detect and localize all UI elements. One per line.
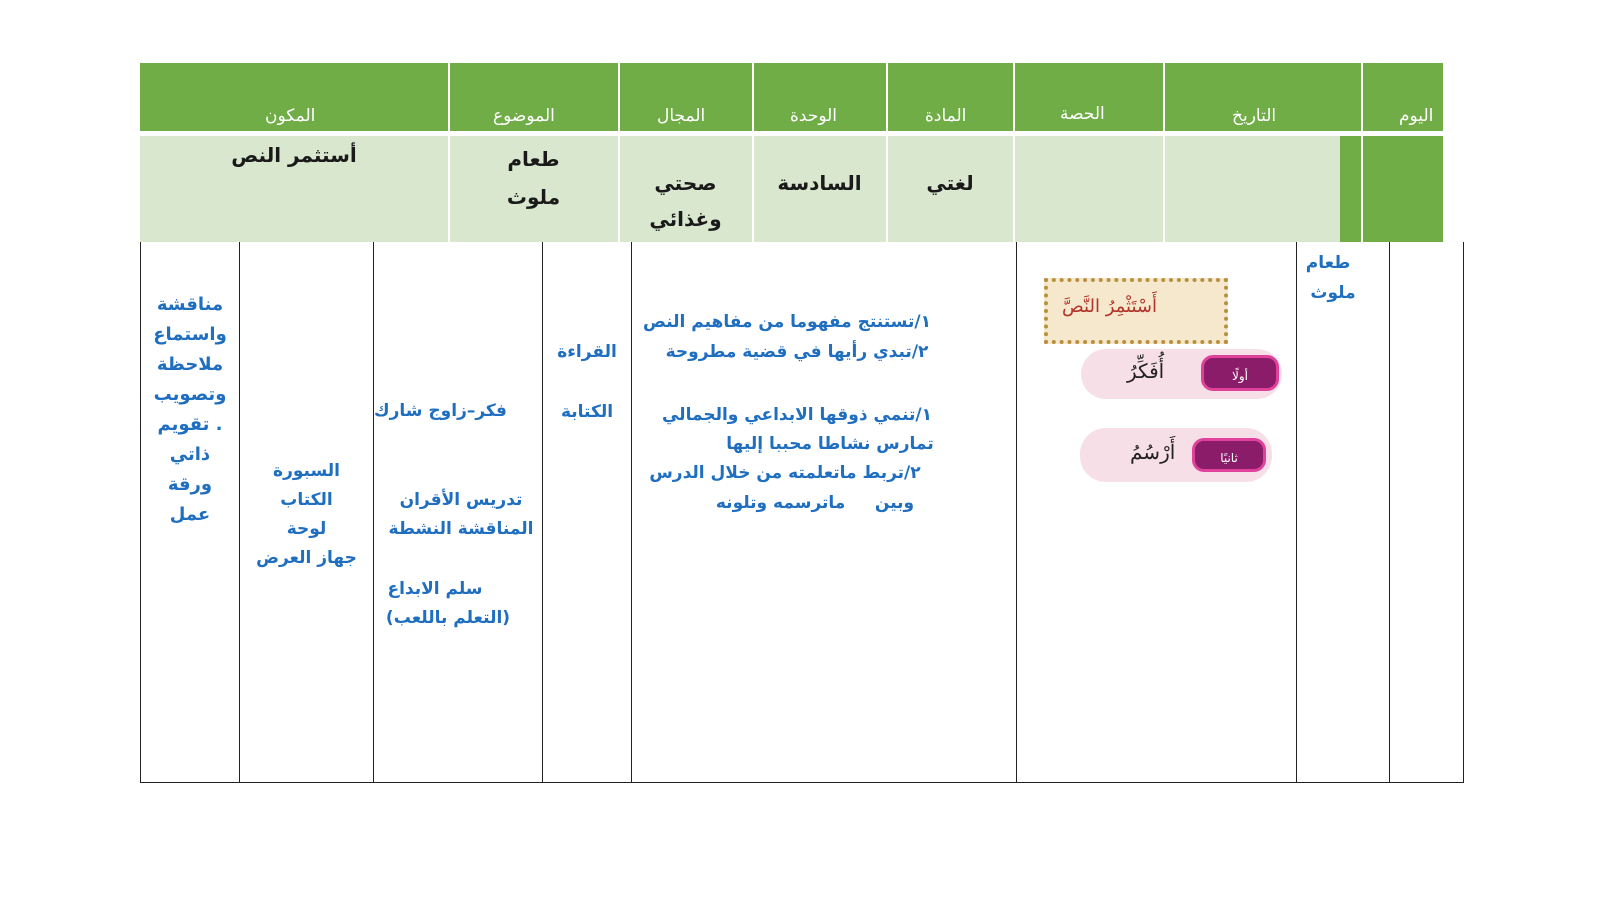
draw-sticker (1080, 428, 1272, 482)
strategy-learning-by-play: (التعلم باللعب) (385, 608, 511, 628)
assessment-8: عمل (169, 504, 211, 525)
objective-6: وبين ماترسمه وتلونه (715, 493, 915, 513)
resource-chart: لوحة (286, 519, 327, 539)
think-sticker (1081, 349, 1282, 399)
header-date-label: التاريخ (1232, 106, 1277, 126)
second-badge: ثانيًا (1192, 438, 1266, 472)
strategy-peer-teaching: تدريس الأقران (399, 490, 523, 510)
objective-1: ١/تستنتج مفهوما من مفاهيم النص (643, 312, 931, 332)
resource-projector: جهاز العرض (256, 548, 357, 568)
skill-writing: الكتابة (560, 402, 614, 422)
resource-board: السبورة (273, 461, 340, 481)
header-component-label: المكون (265, 106, 316, 126)
header-unit-label: الوحدة (790, 106, 838, 126)
unit-value: السادسة (777, 171, 862, 195)
assessment-2: واستماع (153, 324, 227, 345)
domain-value-line2: وغذائي (649, 207, 722, 231)
draw-label: أَرْسُمُ (1130, 440, 1176, 464)
assessment-7: ورقة (167, 474, 213, 495)
assessment-6: ذاتي (169, 444, 211, 465)
domain-value-line1: صحتي (654, 171, 717, 195)
invest-text-sticker (1044, 278, 1228, 344)
objective-2: ٢/تبدي رأيها في قضية مطروحة (665, 342, 929, 362)
objective-5: ٢/تربط ماتعلمته من خلال الدرس (649, 463, 921, 483)
invest-text-label: أَسْتَثْمِرُ النَّصَّ (1062, 296, 1157, 317)
think-label: أُفَكِّرُ (1127, 359, 1165, 383)
component-value: أستثمر النص (231, 143, 357, 167)
strategy-active-discussion: المناقشة النشطة (388, 519, 534, 539)
header-day-label: اليوم (1399, 106, 1434, 126)
header-subject-label: المادة (925, 106, 967, 126)
body-topic-line1: طعام (1305, 253, 1351, 273)
skill-reading: القراءة (557, 342, 617, 362)
objective-4: تمارس نشاطا محببا إليها (726, 434, 934, 454)
assessment-3: ملاحظة (156, 354, 224, 375)
assessment-1: مناقشة (156, 294, 224, 315)
strategy-creativity-ladder: سلم الابداع (387, 579, 483, 599)
strategy-think-pair-share: فكر–زاوج شارك (374, 401, 507, 421)
first-badge: أولًا (1201, 355, 1279, 391)
day-value-cell (1340, 136, 1443, 242)
topic-value-line1: طعام (507, 147, 560, 171)
objective-3: ١/تنمي ذوقها الابداعي والجمالي (661, 405, 933, 425)
topic-value-line2: ملوث (506, 185, 561, 209)
subject-value: لغتي (926, 171, 974, 195)
header-period-label: الحصة (1060, 104, 1105, 124)
assessment-5: . تقويم (157, 414, 223, 435)
assessment-4: وتصويب (153, 384, 227, 405)
header-domain-label: المجال (657, 106, 706, 126)
header-topic-label: الموضوع (493, 106, 555, 126)
resource-book: الكتاب (280, 490, 333, 510)
body-topic-line2: ملوث (1310, 283, 1356, 303)
